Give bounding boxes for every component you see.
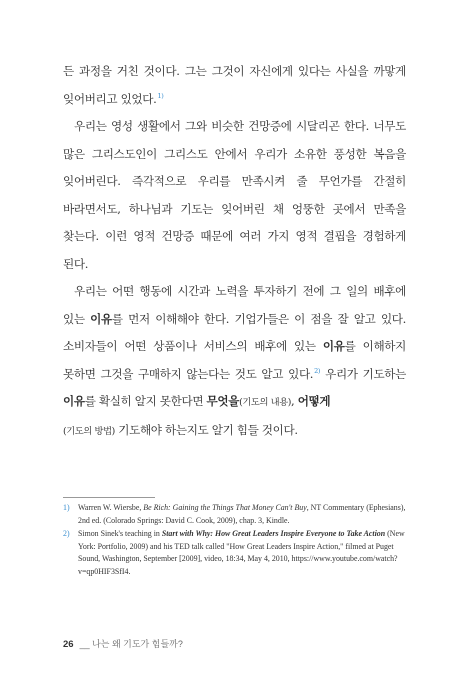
aside-content-of-prayer: (기도의 내용) xyxy=(239,397,292,408)
emphasis-how: 어떻게 xyxy=(297,394,331,408)
footnote-1-details: , NT Commentary (Ephesians), 2nd ed. (Colorado Springs: David C. Cook, 2009), chap. 3, Kindle. xyxy=(78,503,406,525)
page-footer xyxy=(63,637,183,650)
emphasis-reason-2: 이유 xyxy=(322,339,345,353)
p3-text-k: , xyxy=(291,394,298,408)
footnote-2-title: Start with Why: How Great Leaders Inspire Everyone to Take Action xyxy=(161,529,386,538)
emphasis-reason-1: 이유 xyxy=(90,311,112,326)
footnote-1-author: Warren W. Wiersbe, xyxy=(78,503,144,512)
footnote-1-number: 1) xyxy=(63,503,70,512)
footnote-divider xyxy=(63,497,155,498)
footnote-ref-2[interactable]: 2) xyxy=(314,366,321,375)
p3-text-n: 기도해야 하는지도 알기 힘들 것이다. xyxy=(114,422,298,437)
footnote-ref-1[interactable]: 1) xyxy=(157,91,164,100)
body-text xyxy=(63,58,406,445)
p3-text-c: 를 먼저 이해해야 한다. 기업가들은 이 점을 잘 알고 있다. 소비자들이 어떤 상품이나 서비스의 배후에 있는 xyxy=(63,311,406,353)
aside-method-of-prayer: (기도의 방법) xyxy=(63,425,115,437)
footnote-2-number: 2) xyxy=(63,529,70,538)
p3-text-e: 를 이해하지 못하면 그것을 구매하지 않는다는 것도 알고 있다. xyxy=(63,339,406,381)
footnote-2 xyxy=(63,528,408,578)
p3-text-h: 를 확실히 알지 못한다면 xyxy=(84,394,207,408)
paragraph-1-text: 든 과정을 거친 것이다. 그는 그것이 자신에게 있다는 사실을 까맣게 잊어버리고 있었다. xyxy=(63,64,406,106)
emphasis-reason-3: 이유 xyxy=(63,394,85,408)
footnote-1 xyxy=(63,502,408,527)
emphasis-what: 무엇을 xyxy=(206,394,240,408)
paragraph-2: 우리는 영성 생활에서 그와 비슷한 건망증에 시달리곤 한다. 너무도 많은 그리스도인이 그리스도 안에서 우리가 소유한 풍성한 복음을 잊어버린다. 즉각적으로 우리를 만족시켜 줄 무언가를 간절히 바라면서도, 하나님과 기도는 잊어버린 채 엉뚱한 곳에서 만족을 찾는다. 이런 영적 건망증 때문에 여러 가지 영적 결핍을 경험하게 된다. xyxy=(63,119,406,271)
paragraph-3 xyxy=(63,278,406,445)
footnote-2-intro: Simon Sinek's teaching in xyxy=(78,529,162,538)
footnotes xyxy=(63,502,408,579)
paragraph-1 xyxy=(63,58,406,113)
p3-text-a: 우리는 어떤 행동에 시간과 노력을 투자하기 전에 그 일의 배후에 있는 xyxy=(63,284,406,326)
footnote-2-details: (New York: Portfolio, 2009) and his TED talk called "How Great Leaders Inspire Action," filmed at Puget Sound, Washington, September [2009], video, 18:34, May 4, 2010, https://www.youtube.com/watch?v=qp0HIF3SfI4. xyxy=(78,529,405,576)
running-head: __ 나는 왜 기도가 힘들까? xyxy=(79,639,183,649)
p3-text-f: 우리가 기도하는 xyxy=(320,366,407,381)
page-number: 26 xyxy=(63,639,74,650)
footnote-1-title: Be Rich: Gaining the Things That Money Can't Buy xyxy=(143,503,307,512)
